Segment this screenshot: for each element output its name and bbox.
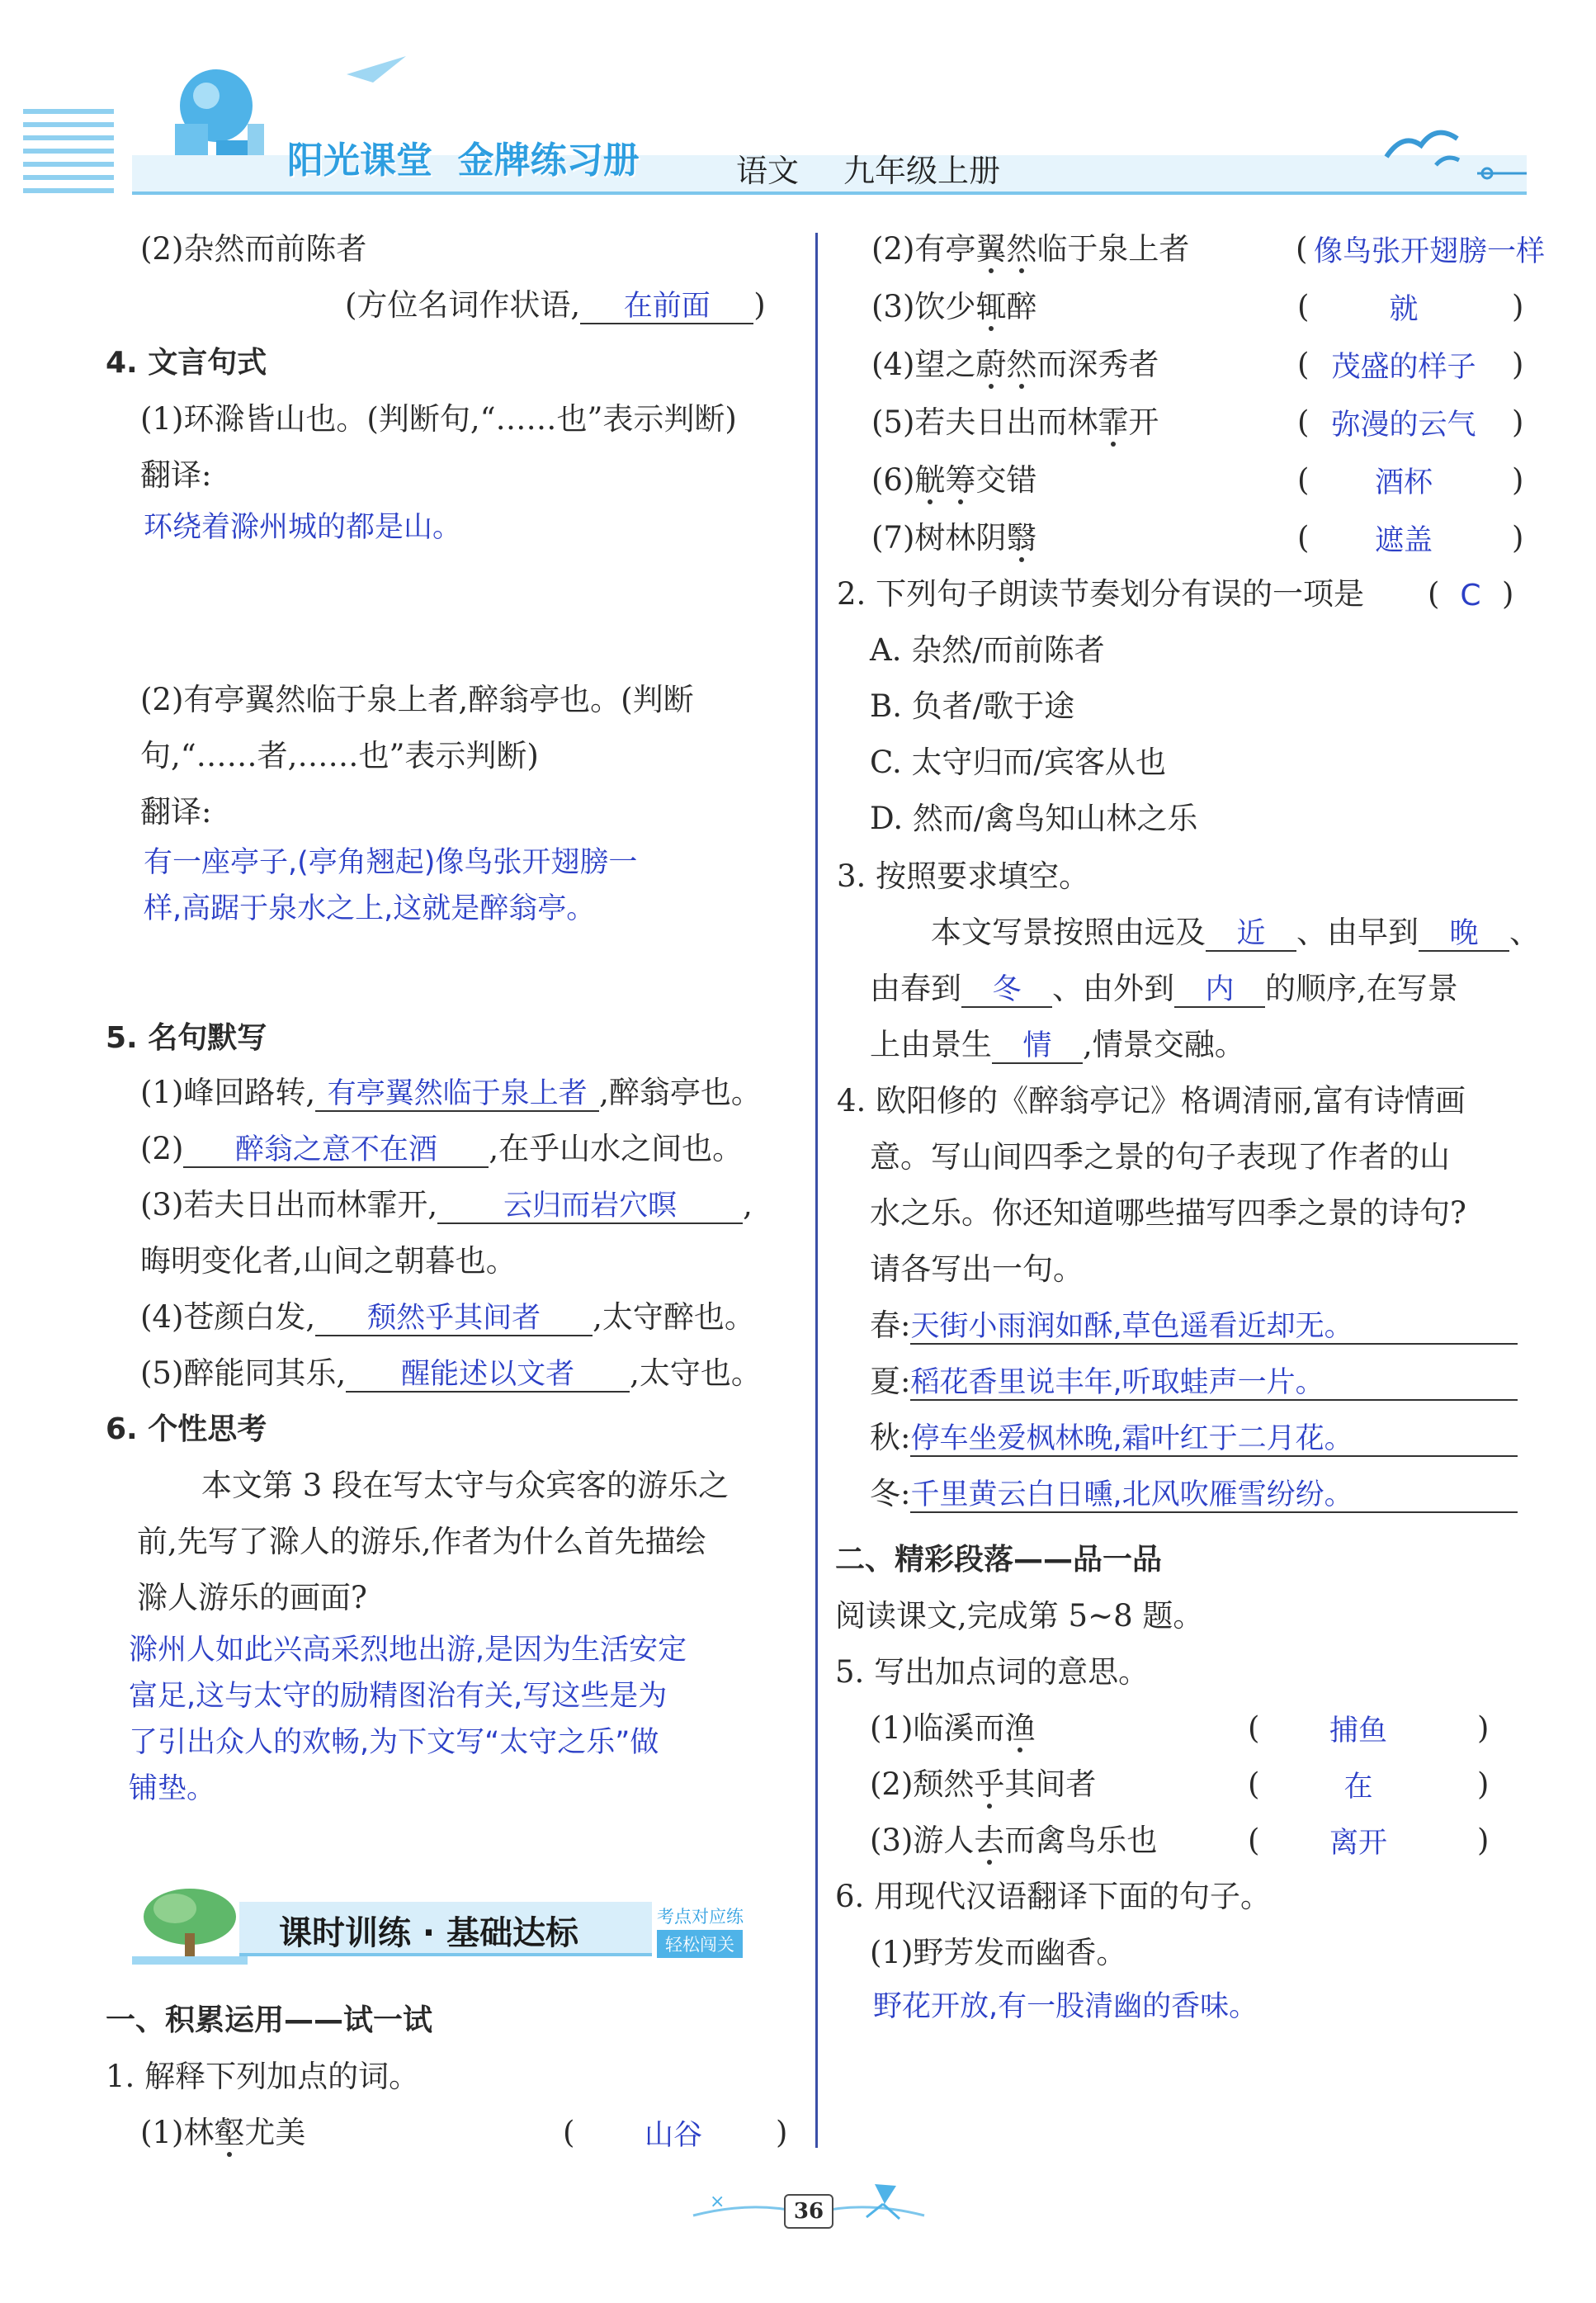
answer-text: 在 — [1343, 1771, 1373, 1804]
answer-blank: 云归而岩穴暝 — [437, 1189, 743, 1224]
answer-blank: 近 — [1206, 917, 1296, 952]
svg-text:×: × — [710, 2192, 725, 2212]
fill-line — [870, 971, 1458, 1008]
grade-label: 九年级上册 — [843, 153, 1001, 189]
page-footer — [677, 2168, 941, 2242]
question-text: 4. 欧阳修的《醉翁亭记》格调清丽,富有诗情画 — [837, 1083, 1466, 1118]
item-text: 本文第 3 段在写太守与众宾客的游乐之 — [201, 1468, 730, 1503]
season-label: 秋: — [870, 1420, 911, 1455]
option-b: B. 负者/歌于途 — [870, 688, 1075, 724]
answer-blank: 醉翁之意不在酒 — [183, 1133, 489, 1168]
quote-prefix: (3)若夫日出而林霏开, — [140, 1187, 438, 1222]
answer-text: 野花开放,有一股清幽的香味。 — [873, 1990, 1258, 2023]
item-text: (4)望之蔚然而深秀者 — [871, 347, 1159, 382]
question-text: 2. 下列句子朗读节奏划分有误的一项是 — [837, 576, 1365, 612]
quote-prefix: (5)醉能同其乐, — [140, 1355, 347, 1391]
answer-blank: 天街小雨润如酥,草色遥看近却无。 — [910, 1310, 1518, 1345]
instruction-text: 阅读课文,完成第 5~8 题。 — [835, 1598, 1204, 1634]
answer-text: 富足,这与太守的励精图治有关,写这些是为 — [129, 1680, 668, 1713]
season-summer — [870, 1364, 1518, 1401]
item-text: (6)觥筹交错 — [871, 462, 1037, 498]
answer-blank: 在前面 — [580, 290, 753, 324]
fill-text: ,情景交融。 — [1083, 1027, 1245, 1062]
answer-text: C — [1460, 579, 1481, 612]
banner-title: 课时训练 · 基础达标 — [279, 1914, 579, 1952]
section-heading: 4. 文言句式 — [106, 346, 267, 380]
fill-text: 、由外到 — [1052, 971, 1174, 1006]
banner-tag: 考点对应练 — [657, 1907, 744, 1927]
option-a: A. 杂然/而前陈者 — [870, 632, 1105, 668]
quote-line — [140, 1187, 753, 1224]
answer-text: 有一座亭子,(亭角翘起)像鸟张开翅膀一 — [144, 846, 638, 879]
item-row — [871, 231, 1565, 267]
quote-line — [140, 1131, 743, 1168]
quote-prefix: (4)苍颜白发, — [140, 1299, 316, 1335]
answer-blank: 停车坐爱枫林晚,霜叶红于二月花。 — [910, 1422, 1518, 1457]
option-c: C. 太守归而/宾客从也 — [870, 745, 1166, 780]
answer-blank: 有亭翼然临于泉上者 — [315, 1077, 599, 1112]
answer-blank: 醒能述以文者 — [346, 1358, 630, 1393]
section-heading: 5. 名句默写 — [106, 1021, 267, 1055]
grammar-note: (方位名词作状语, — [345, 287, 581, 323]
paren-open: ( — [563, 2115, 575, 2150]
item-text: (3)饮少辄醉 — [871, 289, 1037, 324]
answer-blank: 冬 — [961, 973, 1052, 1008]
quote-suffix: ,在乎山水之间也。 — [489, 1131, 744, 1166]
quote-suffix: , — [743, 1187, 753, 1222]
page-header — [0, 0, 1596, 206]
quote-line: 晦明变化者,山间之朝暮也。 — [140, 1243, 517, 1279]
item-row: (7)树林阴翳 ( 遮盖 ) — [871, 520, 1524, 557]
item-text: (1)临溪而渔 — [870, 1710, 1036, 1746]
quote-suffix: ,太守醉也。 — [593, 1299, 755, 1335]
part-heading: 一、积累运用——试一试 — [106, 2003, 433, 2037]
answer-blank: 内 — [1174, 973, 1265, 1008]
column-divider — [815, 233, 818, 2148]
item-text: (1)野芳发而幽香。 — [870, 1935, 1127, 1970]
quote-suffix: ,太守也。 — [630, 1355, 762, 1391]
quote-suffix: ,醉翁亭也。 — [599, 1075, 762, 1110]
answer-text: 山谷 — [644, 2119, 702, 2152]
question-text: 请各写出一句。 — [870, 1251, 1084, 1287]
translate-label: 翻译: — [140, 794, 212, 830]
item-text: (2)有亭翼然临于泉上者 — [871, 231, 1190, 267]
fill-text: 上由景生 — [870, 1027, 992, 1062]
fill-text: 由春到 — [870, 971, 961, 1006]
item-text: (1)林壑尤美 — [140, 2115, 306, 2150]
season-label: 夏: — [870, 1364, 911, 1399]
fill-text: 、由早到 — [1296, 915, 1419, 950]
season-winter — [870, 1476, 1518, 1513]
answer-text: 像鸟张开翅膀一样 — [1314, 235, 1546, 268]
question-text: 3. 按照要求填空。 — [837, 858, 1090, 894]
item-text: (7)树林阴翳 — [871, 520, 1037, 556]
fill-line — [870, 1027, 1245, 1064]
translate-label: 翻译: — [140, 457, 212, 493]
item-row: (3)饮少辄醉 ( 就 ) — [871, 289, 1524, 326]
answer-text: 遮盖 — [1374, 524, 1433, 557]
question-text: 6. 用现代汉语翻译下面的句子。 — [835, 1879, 1272, 1914]
season-label: 春: — [870, 1308, 911, 1343]
fill-text: 、 — [1509, 915, 1540, 950]
item-text — [345, 287, 766, 324]
section-banner — [132, 1884, 763, 1966]
answer-blank: 晚 — [1419, 917, 1509, 952]
fill-line — [931, 915, 1540, 952]
item-text: (3)游人去而禽鸟乐也 — [870, 1823, 1158, 1858]
item-row: (5)若夫日出而林霏开 ( 弥漫的云气 ) — [871, 404, 1524, 442]
item-text: (5)若夫日出而林霏开 — [871, 404, 1159, 440]
item-row: (4)望之蔚然而深秀者 ( 茂盛的样子 ) — [871, 347, 1524, 384]
fill-text: 本文写景按照由远及 — [931, 915, 1206, 950]
series-title: 阳光课堂 金牌练习册 — [287, 140, 640, 182]
item-row: (1)临溪而渔 ( 捕鱼 ) — [870, 1710, 1490, 1747]
answer-text: 就 — [1389, 293, 1419, 326]
answer-text: 离开 — [1329, 1827, 1387, 1860]
subject-label: 语文 — [736, 153, 800, 189]
answer-text: 了引出众人的欢畅,为下文写“太守之乐”做 — [129, 1726, 659, 1759]
item-text: 句,“……者,……也”表示判断) — [140, 738, 539, 773]
question-text: 水之乐。你还知道哪些描写四季之景的诗句? — [870, 1195, 1466, 1231]
page-number: 36 — [784, 2194, 833, 2229]
season-spring — [870, 1308, 1518, 1345]
answer-text: 铺垫。 — [129, 1772, 216, 1805]
banner-tag: 轻松闯关 — [657, 1930, 743, 1958]
question-text: 意。写山间四季之景的句子表现了作者的山 — [870, 1139, 1450, 1175]
answer-text: 环绕着滁州城的都是山。 — [144, 511, 462, 544]
quote-line — [140, 1075, 762, 1112]
season-label: 冬: — [870, 1476, 911, 1511]
part-heading: 二、精彩段落——品一品 — [835, 1543, 1163, 1577]
item-text: 前,先写了滁人的游乐,作者为什么首先描绘 — [137, 1524, 706, 1559]
item-row — [140, 2115, 792, 2151]
answer-text: 捕鱼 — [1329, 1714, 1387, 1747]
answer-text: 酒杯 — [1374, 466, 1433, 499]
quote-line — [140, 1355, 762, 1393]
item-text: (2)颓然乎其间者 — [870, 1766, 1097, 1802]
answer-text: 样,高踞于泉水之上,这就是醉翁亭。 — [144, 892, 596, 925]
item-text: (1)环滁皆山也。(判断句,“……也”表示判断) — [140, 401, 737, 437]
section-heading: 6. 个性思考 — [106, 1412, 267, 1446]
answer-blank: 千里黄云白日曛,北风吹雁雪纷纷。 — [910, 1478, 1518, 1513]
answer-blank: 情 — [992, 1029, 1083, 1064]
season-autumn — [870, 1420, 1518, 1457]
option-d: D. 然而/禽鸟知山林之乐 — [870, 801, 1198, 836]
item-row: (6)觥筹交错 ( 酒杯 ) — [871, 462, 1524, 499]
answer-text: 滁州人如此兴高采烈地出游,是因为生活安定 — [129, 1634, 687, 1667]
quote-prefix: (1)峰回路转, — [140, 1075, 316, 1110]
question-text: 5. 写出加点词的意思。 — [835, 1654, 1150, 1690]
item-text: (2)有亭翼然临于泉上者,醉翁亭也。(判断 — [140, 682, 694, 717]
answer-text: 弥漫的云气 — [1331, 409, 1476, 442]
answer-blank: 颓然乎其间者 — [315, 1302, 593, 1336]
paren-open: ( — [1296, 231, 1308, 267]
answer-blank: 稻花香里说丰年,听取蛙声一片。 — [910, 1366, 1518, 1401]
paren-close: ) — [776, 2115, 788, 2150]
item-text: 滁人游乐的画面? — [137, 1580, 367, 1615]
question-text: 1. 解释下列加点的词。 — [106, 2059, 420, 2094]
quote-line — [140, 1299, 755, 1336]
item-row: (3)游人去而禽鸟乐也 ( 离开 ) — [870, 1823, 1490, 1860]
grammar-note-close: ) — [753, 287, 766, 323]
item-text: (2)杂然而前陈者 — [140, 231, 367, 267]
quote-prefix: (2) — [140, 1131, 184, 1166]
tree-icon — [132, 1884, 248, 1966]
question-row: 2. 下列句子朗读节奏划分有误的一项是 ( C ) — [837, 576, 1514, 612]
answer-text: 茂盛的样子 — [1331, 351, 1476, 384]
item-row: (2)颓然乎其间者 ( 在 ) — [870, 1766, 1490, 1804]
fill-text: 的顺序,在写景 — [1265, 971, 1458, 1006]
